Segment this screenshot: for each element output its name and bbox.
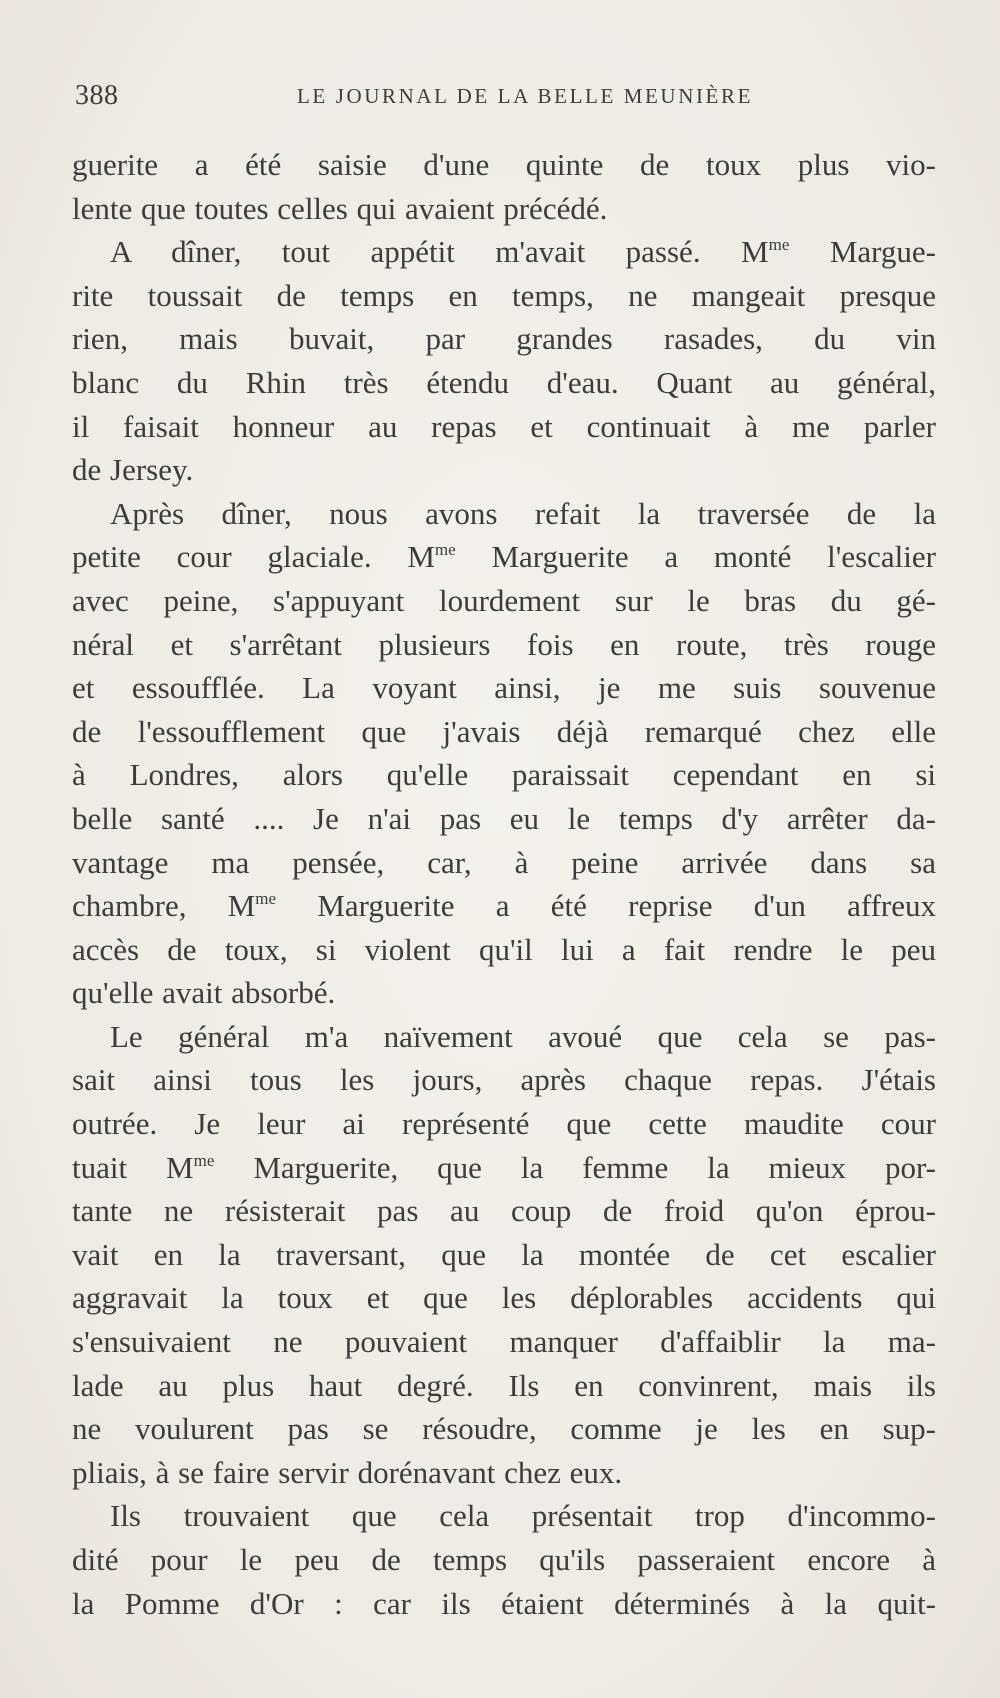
text-line: rien, mais buvait, par grandes rasades, du vin bbox=[72, 321, 936, 357]
text-line: outrée. Je leur ai représenté que cette maudite cour bbox=[72, 1106, 936, 1142]
body-text bbox=[72, 143, 936, 1625]
text-line: blanc du Rhin très étendu d'eau. Quant au général, bbox=[72, 364, 936, 400]
text-line: à Londres, alors qu'elle paraissait cependant en si bbox=[72, 757, 936, 793]
text-line: de l'essoufflement que j'avais déjà remarqué chez elle bbox=[72, 713, 936, 749]
superscript: me bbox=[768, 235, 790, 255]
text-line: tuait $M^{me}$ Marguerite, que la femme la mieux por- bbox=[72, 1149, 936, 1185]
text-line: de Jersey. bbox=[72, 452, 194, 488]
text-line: Le général m'a naïvement avoué que cela se pas- bbox=[110, 1018, 936, 1054]
text-line: s'ensuivaient ne pouvaient manquer d'affaiblir la ma- bbox=[72, 1324, 936, 1360]
text-line: petite cour glaciale. $M^{me}$ Marguerite a monté l'escalier bbox=[72, 539, 936, 575]
text-line: ne voulurent pas se résoudre, comme je les en sup- bbox=[72, 1411, 936, 1447]
running-title: LE JOURNAL DE LA BELLE MEUNIÈRE bbox=[296, 84, 754, 108]
text-line: rite toussait de temps en temps, ne mangeait presque bbox=[72, 277, 936, 313]
text-line: tante ne résisterait pas au coup de froid qu'on éprou- bbox=[72, 1193, 936, 1229]
text-line: accès de toux, si violent qu'il lui a fait rendre le peu bbox=[72, 931, 936, 967]
text-line: Ils trouvaient que cela présentait trop d'incommo- bbox=[110, 1498, 936, 1534]
text-line: la Pomme d'Or : car ils étaient déterminés à la quit- bbox=[72, 1585, 936, 1621]
text-line: lade au plus haut degré. Ils en convinrent, mais ils bbox=[72, 1367, 936, 1403]
text-line: aggravait la toux et que les déplorables accidents qui bbox=[72, 1280, 936, 1316]
text-line: Après dîner, nous avons refait la traversée de la bbox=[110, 495, 936, 531]
text-line: guerite a été saisie d'une quinte de toux plus vio- bbox=[72, 147, 936, 182]
text-line: A dîner, tout appétit m'avait passé. $M^{me}$ Margue- bbox=[110, 234, 936, 270]
superscript: me bbox=[255, 889, 277, 909]
text-line: chambre, $M^{me}$ Marguerite a été reprise d'un affreux bbox=[72, 888, 937, 924]
text-line: avec peine, s'appuyant lourdement sur le bras du gé- bbox=[72, 582, 936, 618]
text-line: belle santé .... Je n'ai pas eu le temps d'y arrêter da- bbox=[72, 800, 936, 836]
text-line: sait ainsi tous les jours, après chaque repas. J'étais bbox=[72, 1062, 936, 1098]
superscript: me bbox=[434, 540, 456, 560]
text-line: vantage ma pensée, car, à peine arrivée dans sa bbox=[72, 844, 936, 880]
text-line: qu'elle avait absorbé. bbox=[72, 975, 336, 1011]
page-header bbox=[75, 80, 935, 120]
superscript: me bbox=[193, 1150, 215, 1170]
text-line: vait en la traversant, que la montée de cet escalier bbox=[72, 1236, 936, 1272]
text-line: il faisait honneur au repas et continuait à me parler bbox=[72, 408, 936, 444]
text-line: lente que toutes celles qui avaient précédé. bbox=[72, 190, 608, 226]
page-number: 388 bbox=[75, 80, 119, 111]
text-line: dité pour le peu de temps qu'ils passeraient encore à bbox=[72, 1542, 936, 1577]
text-line: et essoufflée. La voyant ainsi, je me suis souvenue bbox=[72, 670, 936, 706]
text-line: néral et s'arrêtant plusieurs fois en route, très rouge bbox=[72, 626, 936, 662]
text-line: pliais, à se faire servir dorénavant chez eux. bbox=[72, 1454, 623, 1490]
